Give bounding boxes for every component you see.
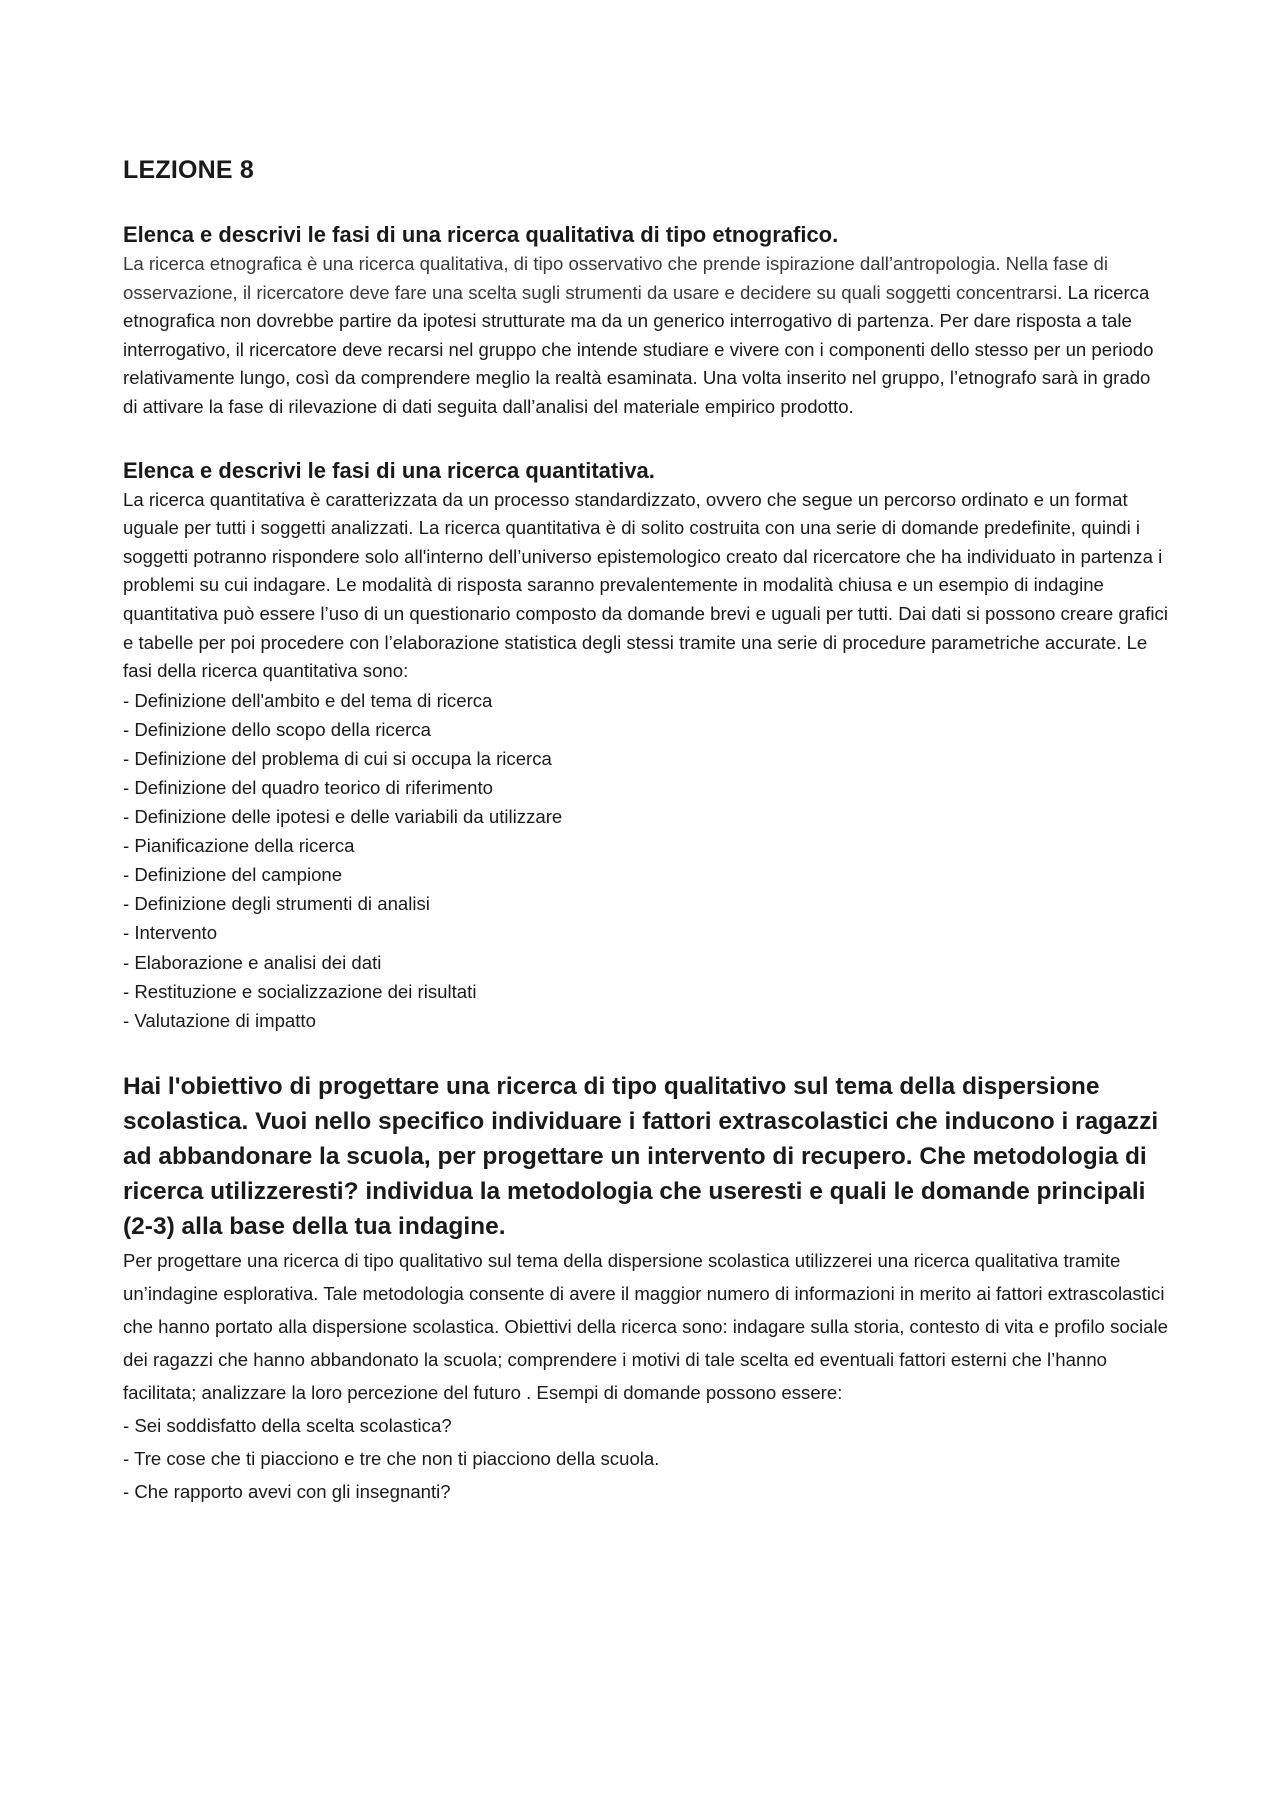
section2-body: La ricerca quantitativa è caratterizzata da un processo standardizzato, ovvero che segue un percorso ordinato e un format uguale per tutti i soggetti analizzati. La ricerca quantitativa è di solito costruita con una serie di domande predefinite, quindi i soggetti potranno rispondere solo all'interno dell’universo epistemologico creato dal ricercatore che ha individuato in partenza i problemi su cui indagare. Le modalità di risposta saranno prevalentemente in modalità chiusa e un esempio di indagine quantitativa può essere l’uso di un questionario composto da domande brevi e uguali per tutti. Dai dati si possono creare grafici e tabelle per poi procedere con l’elaborazione statistica degli stessi tramite una serie di procedure parametriche accurate. Le fasi della ricerca quantitativa sono: [123, 488, 1168, 682]
list-item: - Che rapporto avevi con gli insegnanti? [123, 1480, 451, 1502]
list-item: - Definizione del campione [123, 864, 343, 886]
phases-list [123, 686, 1168, 1035]
list-item: - Restituzione e socializzazione dei risultati [123, 980, 477, 1002]
section3-body: Per progettare una ricerca di tipo qualitativo sul tema della dispersione scolastica utilizzerei una ricerca qualitativa tramite un’indagine esplorativa. Tale metodologia consente di avere il maggior numero di informazioni in merito ai fattori extrascolastici che hanno portato alla dispersione scolastica. Obiettivi della ricerca sono: indagare sulla storia, contesto di vita e profilo sociale dei ragazzi che hanno abbandonato la scuola; comprendere i motivi di tale scelta ed eventuali fattori esterni che l’hanno facilitata; analizzare la loro percezione del futuro . Esempi di domande possono essere: [123, 1249, 1168, 1403]
list-item: - Definizione del quadro teorico di riferimento [123, 777, 493, 798]
list-item: - Intervento [123, 922, 218, 944]
list-item: - Valutazione di impatto [123, 1009, 316, 1031]
section-dropout-research [123, 1069, 1168, 1508]
list-item: - Definizione dell'ambito e del tema di ricerca [123, 689, 493, 711]
list-item: - Elaborazione e analisi dei dati [123, 951, 382, 973]
section1-answer [123, 250, 1168, 422]
section-quantitative [123, 456, 1168, 1035]
section1-intro: La ricerca etnografica è una ricerca qualitativa, di tipo osservativo che prende ispirazione dall’antropologia. Nella fase di osservazione, il ricercatore deve fare una scelta sugli strumenti da usare e decidere su quali soggetti concentrarsi. [123, 253, 1108, 303]
list-item: - Sei soddisfatto della scelta scolastica? [123, 1414, 452, 1436]
list-item: - Definizione delle ipotesi e delle variabili da utilizzare [123, 806, 563, 828]
section1-heading: Elenca e descrivi le fasi di una ricerca qualitativa di tipo etnografico. [123, 222, 839, 247]
list-item: - Tre cose che ti piacciono e tre che non ti piacciono della scuola. [123, 1447, 660, 1469]
list-item: - Pianificazione della ricerca [123, 835, 355, 857]
section2-heading: Elenca e descrivi le fasi di una ricerca quantitativa. [123, 457, 655, 483]
list-item: - Definizione degli strumenti di analisi [123, 893, 430, 915]
document-page [123, 152, 1168, 1508]
section3-heading: Hai l'obiettivo di progettare una ricerca di tipo qualitativo sul tema della dispersione scolastica. Vuoi nello specifico individuare i fattori extrascolastici che inducono i ragazzi ad abbandonare la scuola, per progettare un intervento di recupero. Che metodologia di ricerca utilizzeresti? individua la metodologia che useresti e quali le domande principali (2-3) alla base della tua indagine. [123, 1072, 1159, 1240]
list-item: - Definizione del problema di cui si occupa la ricerca [123, 747, 552, 769]
lesson-title: LEZIONE 8 [123, 156, 254, 184]
section-qualitative-ethnographic [123, 220, 1168, 422]
questions-list [123, 1409, 1168, 1508]
section1-body: La ricerca etnografica non dovrebbe partire da ipotesi strutturate ma da un generico interrogativo di partenza. Per dare risposta a tale interrogativo, il ricercatore deve recarsi nel gruppo che intende studiare e vivere con i componenti dello stesso per un periodo relativamente lungo, così da comprendere meglio la realtà esaminata. Una volta inserito nel gruppo, l’etnografo sarà in grado di attivare la fase di rilevazione di dati seguita dall’analisi del materiale empirico prodotto. [123, 281, 1154, 417]
list-item: - Definizione dello scopo della ricerca [123, 718, 431, 740]
